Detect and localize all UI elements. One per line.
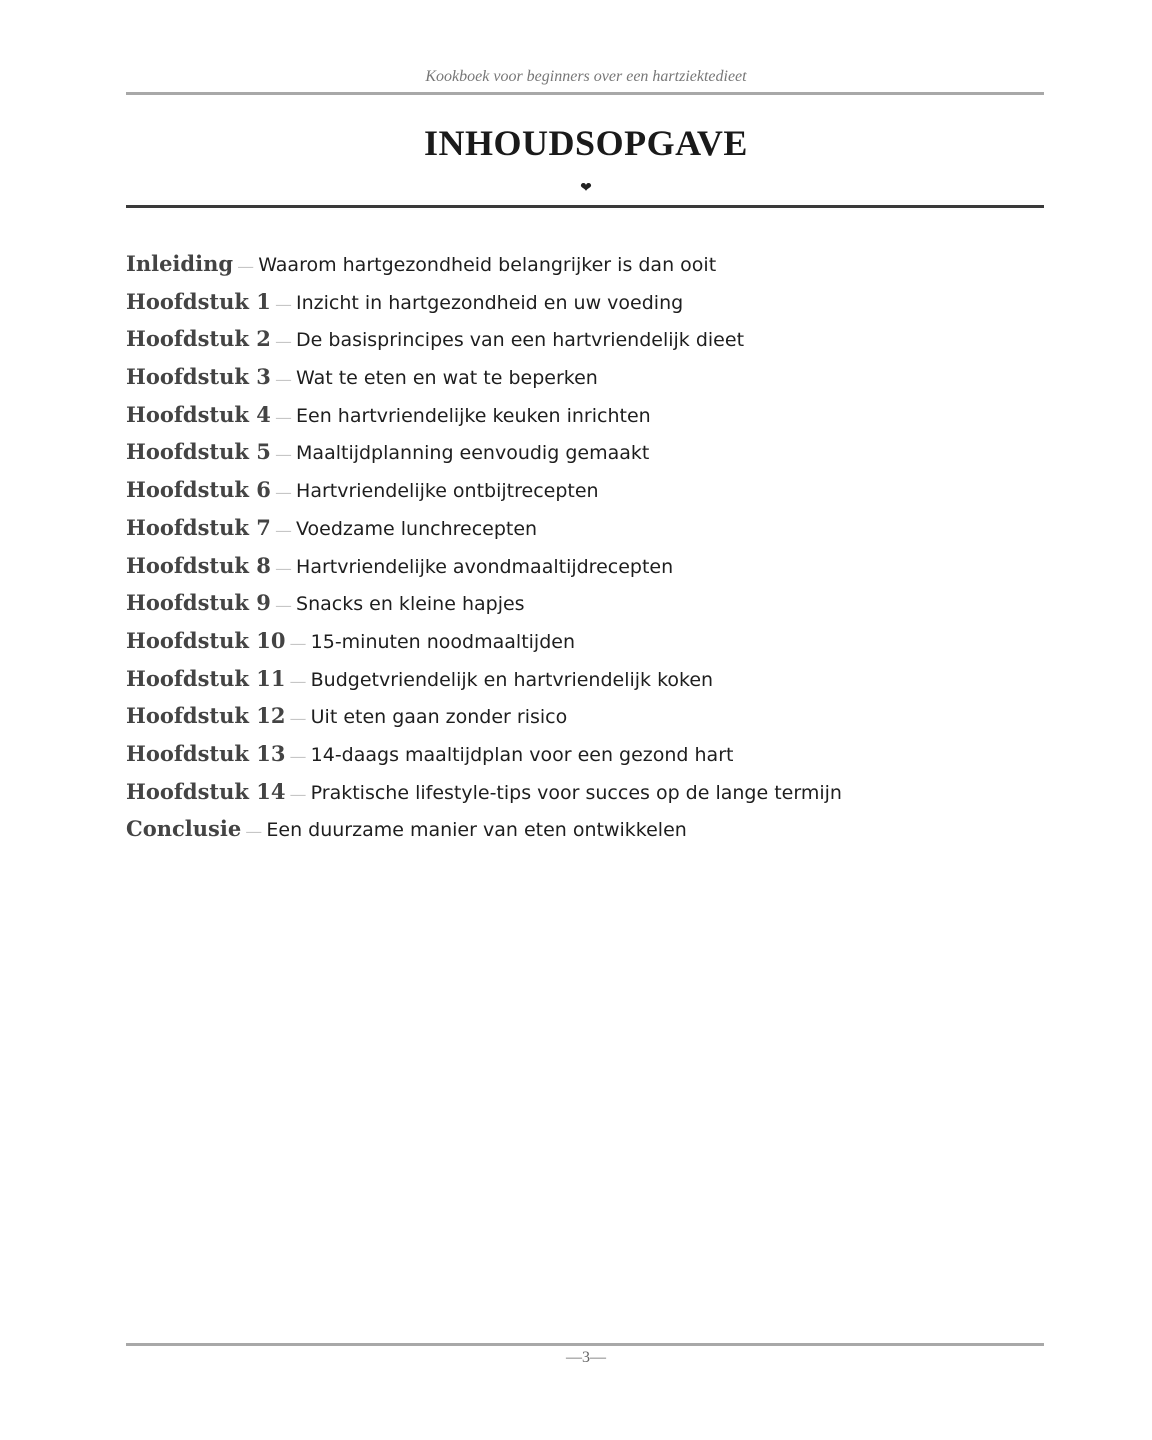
toc-entry [126,812,1044,850]
toc-entry-description: Snacks en kleine hapjes [296,593,525,616]
toc-entry-label: Hoofdstuk 10 [126,627,286,653]
toc-entry-label: Hoofdstuk 4 [126,401,271,427]
toc-entry-label: Hoofdstuk 3 [126,364,271,390]
toc-entry [126,360,1044,398]
toc-entry [126,285,1044,323]
toc-entry-separator: — [275,296,291,313]
toc-entry-description: Maaltijdplanning eenvoudig gemaakt [296,442,650,465]
toc-entry-label: Conclusie [126,816,242,842]
toc-entry-label: Hoofdstuk 12 [126,703,286,729]
header-divider [126,92,1044,95]
toc-entry-label: Hoofdstuk 8 [126,552,271,578]
footer-divider [126,1343,1044,1346]
toc-entry-description: Waarom hartgezondheid belangrijker is dan ooit [258,254,717,276]
toc-entry [126,775,1044,813]
toc-entry-description: Een duurzame manier van eten ontwikkelen [266,819,687,842]
toc-entry [126,473,1044,511]
toc-entry-separator: — [290,635,306,652]
toc-entry [126,398,1044,436]
toc-entry-separator: — [290,711,306,728]
toc-entry-label: Hoofdstuk 5 [126,439,271,465]
toc-entry-description: Een hartvriendelijke keuken inrichten [296,404,651,427]
toc-entry-description: 14-daags maaltijdplan voor een gezond hart [310,743,734,766]
page-title: INHOUDSOPGAVE [424,123,748,163]
toc-entry-description: Uit eten gaan zonder risico [310,706,568,729]
toc-entry-label: Hoofdstuk 6 [126,477,271,503]
toc-entry [126,435,1044,473]
table-of-contents [126,247,1044,850]
toc-entry-label: Hoofdstuk 2 [126,326,271,352]
toc-entry [126,624,1044,662]
toc-entry-description: 15-minuten noodmaaltijden [310,630,575,653]
toc-entry-separator: — [290,673,306,690]
toc-entry [126,511,1044,549]
toc-entry [126,699,1044,737]
toc-entry-separator: — [275,485,291,502]
toc-entry [126,549,1044,587]
toc-entry-label: Hoofdstuk 11 [126,665,286,691]
toc-entry-separator: — [238,259,254,275]
toc-entry [126,247,1044,285]
toc-entry-label: Hoofdstuk 13 [126,740,286,766]
toc-entry-separator: — [275,598,291,615]
toc-entry-separator: — [290,748,306,765]
toc-entry [126,586,1044,624]
toc-entry-description: Wat te eten en wat te beperken [296,367,598,390]
toc-entry-separator: — [275,560,291,577]
toc-entry [126,662,1044,700]
toc-entry-label: Hoofdstuk 14 [126,778,286,804]
toc-entry-separator: — [246,824,262,841]
toc-entry-separator: — [275,334,291,351]
toc-entry-label: Hoofdstuk 7 [126,514,271,540]
toc-entry-description: Praktische lifestyle-tips voor succes op de lange termijn [310,781,842,804]
page-number: —3— [566,1349,606,1366]
toc-entry-description: Hartvriendelijke avondmaaltijdrecepten [296,555,674,578]
title-divider [126,205,1044,208]
toc-entry-separator: — [275,447,291,464]
toc-entry-description: Hartvriendelijke ontbijtrecepten [296,480,599,503]
toc-entry-separator: — [290,786,306,803]
toc-entry-description: De basisprincipes van een hartvriendelijk dieet [296,329,745,352]
toc-entry-separator: — [275,522,291,539]
toc-entry-label: Hoofdstuk 9 [126,590,271,616]
toc-entry [126,737,1044,775]
heart-icon: ❤ [580,180,592,196]
running-header: Kookboek voor beginners over een hartziektedieet [425,68,747,85]
toc-entry-label: Hoofdstuk 1 [126,288,271,314]
toc-entry-description: Inzicht in hartgezondheid en uw voeding [296,291,684,314]
toc-entry-separator: — [275,372,291,389]
toc-entry-description: Voedzame lunchrecepten [296,517,538,540]
toc-entry-description: Budgetvriendelijk en hartvriendelijk koken [310,668,714,691]
toc-entry-label: Inleiding [126,251,234,276]
toc-entry [126,322,1044,360]
toc-entry-separator: — [275,409,291,426]
